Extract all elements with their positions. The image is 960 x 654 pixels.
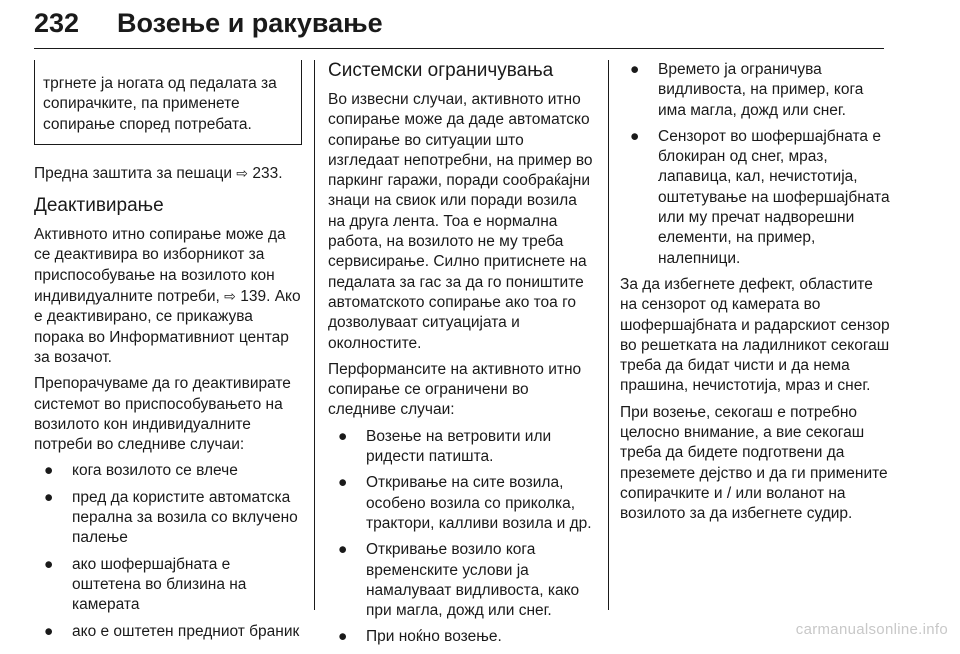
section-heading-deactivation: Деактивирање	[34, 195, 164, 217]
list-item: ● Откривање возило кога временските услови ја намалуваат видливоста, како при магла, дожд или снег.	[338, 541, 580, 620]
page-number: 232	[34, 8, 80, 38]
limitation-list-continued	[620, 60, 890, 269]
list-item: ● ако шофершајбната е оштетена во близина на камерата	[44, 555, 247, 614]
watermark: carmanualsonline.info	[795, 621, 948, 638]
note-text: тргнете ја ногата од педалата за сопирачките, па применете сопирање според потребата.	[43, 75, 277, 133]
bullet-icon: ●	[44, 622, 54, 640]
limitation-list	[328, 427, 596, 648]
cross-ref-link[interactable]: 139.	[240, 288, 271, 306]
chapter-title: Возење и ракување	[117, 8, 383, 38]
arrow-icon: ⇨	[236, 164, 249, 181]
list-item: ● ако е оштетен предниот браник	[34, 622, 302, 642]
header-rule	[34, 48, 884, 49]
bullet-icon: ●	[338, 427, 348, 445]
cross-ref-link[interactable]: 233.	[252, 164, 283, 182]
bullet-icon: ●	[44, 555, 54, 573]
bullet-icon: ●	[630, 61, 640, 78]
deactivation-paragraph: Активното итно сопирање може да се деактивира во изборникот за приспособување на возилото кон индивидуалните потреби, ⇨ 139. Ако е деактивирано, се прикажува порака во Информативниот центар за возачот.	[34, 226, 301, 366]
list-item: ● Откривање на сите возила, особено возила со приколка, трактори, калливи возила и др.	[338, 474, 592, 532]
list-item: ● Возење на ветровити или ридести патишта.	[338, 427, 552, 466]
list-item: ● пред да користите автоматска перална за возила со вклучено палење	[44, 488, 298, 547]
list-item: ● кога возилото се влече	[34, 461, 302, 481]
column-divider-1	[314, 60, 315, 610]
bullet-icon: ●	[630, 127, 640, 145]
note-box	[34, 60, 302, 145]
column-divider-2	[608, 60, 609, 610]
performance-paragraph: Перформансите на активното итно сопирање се ограничени во следниве случаи:	[328, 360, 582, 419]
column-3	[620, 60, 890, 531]
sensor-cleaning-paragraph: За да избегнете дефект, областите на сензорот од камерата во шофершајбната и радарскиот сензор во решетката на ладилникот секогаш треба да бидат чисти и да нема прашина, нечистотија, мраз и снег.	[620, 275, 890, 395]
page-header	[34, 8, 884, 48]
section-heading-system-limits: Системски ограничувања	[328, 60, 554, 81]
list-item: ● Времето ја ограничува видливоста, на пример, кога има магла, дожд или снег.	[630, 61, 864, 119]
column-1	[34, 60, 302, 648]
system-limits-paragraph: Во извесни случаи, активното итно сопирање може да даде автоматско сопирање во ситуации што изгледаат непотребни, на пример во паркинг гаражи, поради сообраќајни знаци на свиок или поради возила на друга лента. Тоа е нормална работа, на возилото не му треба сервисирање. Силно притиснете на педалата за гас за да го поништите автоматското сопирање ако тоа го дозволуваат ситуацијата и околностите.	[328, 91, 593, 352]
list-item: ● Сензорот во шофершајбната е блокиран од снег, мраз, лапавица, кал, нечистотија, оштетување на шофершајбната или му пречат надворешни елементи, на пример, налепници.	[630, 127, 890, 267]
bullet-icon: ●	[44, 488, 54, 506]
bullet-icon: ●	[338, 474, 348, 492]
list-item: ● При ноќно возење.	[328, 627, 596, 647]
bullet-icon: ●	[44, 462, 54, 480]
pedestrian-protection-ref: Предна заштита за пешаци ⇨ 233.	[34, 164, 283, 182]
column-2	[328, 60, 596, 654]
deactivation-case-list	[34, 461, 302, 641]
arrow-icon: ⇨	[224, 288, 236, 305]
bullet-icon: ●	[338, 628, 348, 646]
driving-attention-paragraph: При возење, секогаш е потребно целосно внимание, а вие секогаш треба да бидете подготвени да преземете дејство и да ги примените сопирачките и / или воланот на возилото за да избегнете судир.	[620, 403, 888, 523]
recommendation-paragraph: Препорачуваме да го деактивирате системот во приспособувањето на возилото кон индивидуалните потреби во следниве случаи:	[34, 375, 291, 454]
bullet-icon: ●	[338, 541, 348, 559]
